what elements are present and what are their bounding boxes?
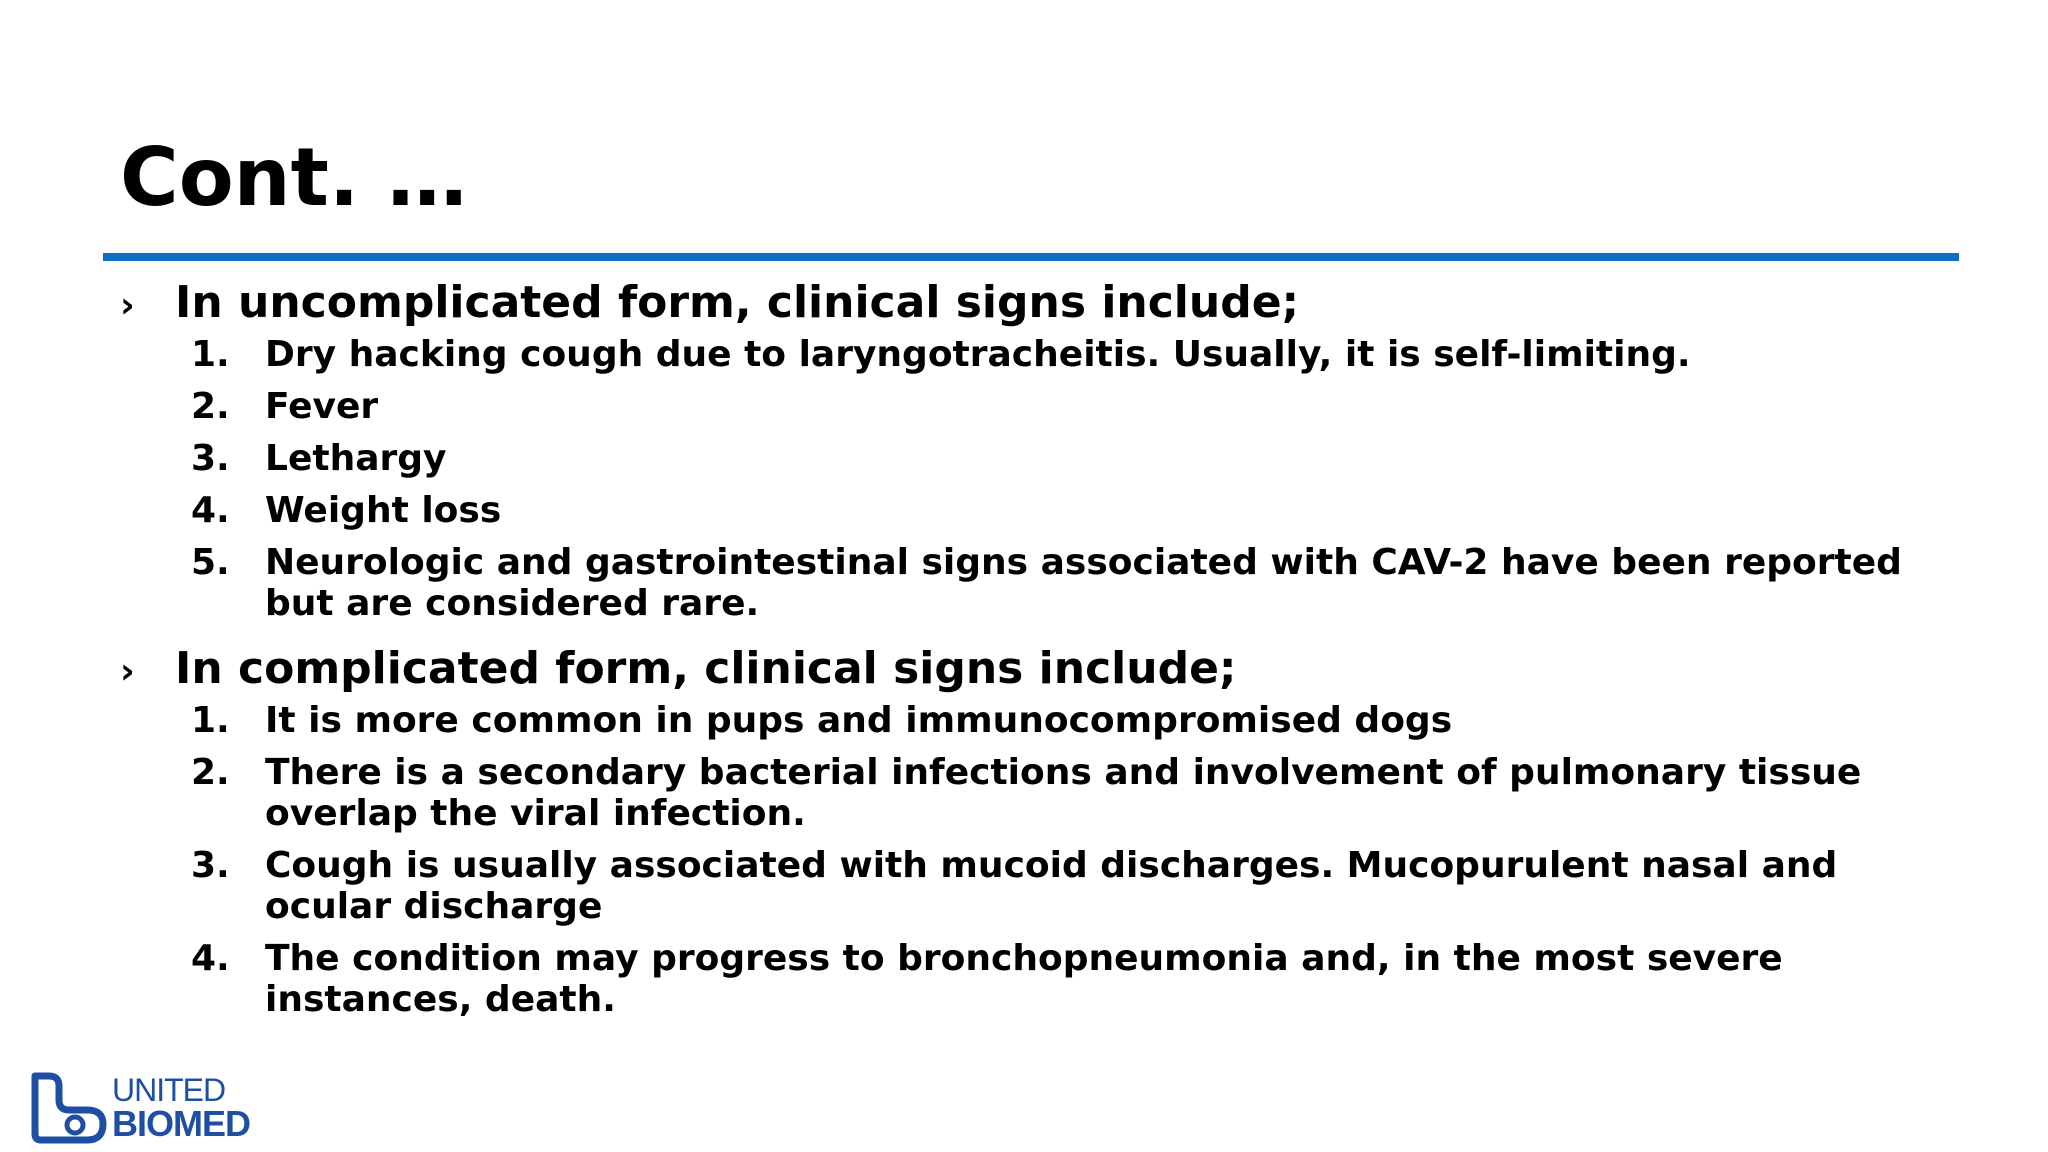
item-number: 3. (191, 438, 230, 479)
list-item (191, 438, 1950, 479)
list-item (191, 938, 1950, 1020)
list-item (191, 490, 1950, 531)
item-text: Dry hacking cough due to laryngotracheitis. Usually, it is self-limiting. (265, 334, 1691, 375)
company-logo (29, 1070, 269, 1146)
item-number: 4. (191, 938, 230, 979)
list-item (191, 542, 1950, 624)
section-uncomplicated (120, 272, 1950, 624)
sign-list (120, 700, 1950, 1020)
item-text: Fever (265, 386, 379, 427)
item-text: Lethargy (265, 438, 447, 479)
sign-list (120, 334, 1950, 624)
section-heading: In uncomplicated form, clinical signs include; (175, 277, 1300, 328)
list-item (191, 386, 1950, 427)
item-text: Cough is usually associated with mucoid discharges. Mucopurulent nasal and ocular discharge (265, 845, 1838, 927)
item-number: 4. (191, 490, 230, 531)
chevron-right-icon: › (120, 651, 135, 692)
item-number: 2. (191, 386, 230, 427)
item-number: 1. (191, 700, 230, 741)
item-number: 3. (191, 845, 230, 886)
item-number: 2. (191, 752, 230, 793)
title-divider (103, 253, 1959, 261)
item-text: There is a secondary bacterial infections and involvement of pulmonary tissue overlap the viral infection. (265, 752, 1862, 834)
chevron-right-icon: › (120, 285, 135, 326)
logo-line-2: BIOMED (112, 1103, 250, 1144)
section-heading: In complicated form, clinical signs include; (175, 643, 1237, 694)
item-text: Neurologic and gastrointestinal signs associated with CAV-2 have been reported but are considered rare. (265, 542, 1902, 624)
list-item (191, 752, 1950, 834)
logo-line-1: UNITED (112, 1072, 226, 1108)
item-number: 1. (191, 334, 230, 375)
united-biomed-logo-icon (29, 1072, 109, 1144)
item-text: It is more common in pups and immunocompromised dogs (265, 700, 1453, 741)
slide-title: Cont. … (120, 131, 468, 224)
section-heading-row (120, 272, 1950, 334)
slide-content (120, 272, 1950, 1034)
item-text: Weight loss (265, 490, 502, 531)
section-complicated (120, 638, 1950, 1020)
section-heading-row (120, 638, 1950, 700)
list-item (191, 334, 1950, 375)
list-item (191, 845, 1950, 927)
item-text: The condition may progress to bronchopneumonia and, in the most severe instances, death. (265, 938, 1783, 1020)
list-item (191, 700, 1950, 741)
item-number: 5. (191, 542, 230, 583)
